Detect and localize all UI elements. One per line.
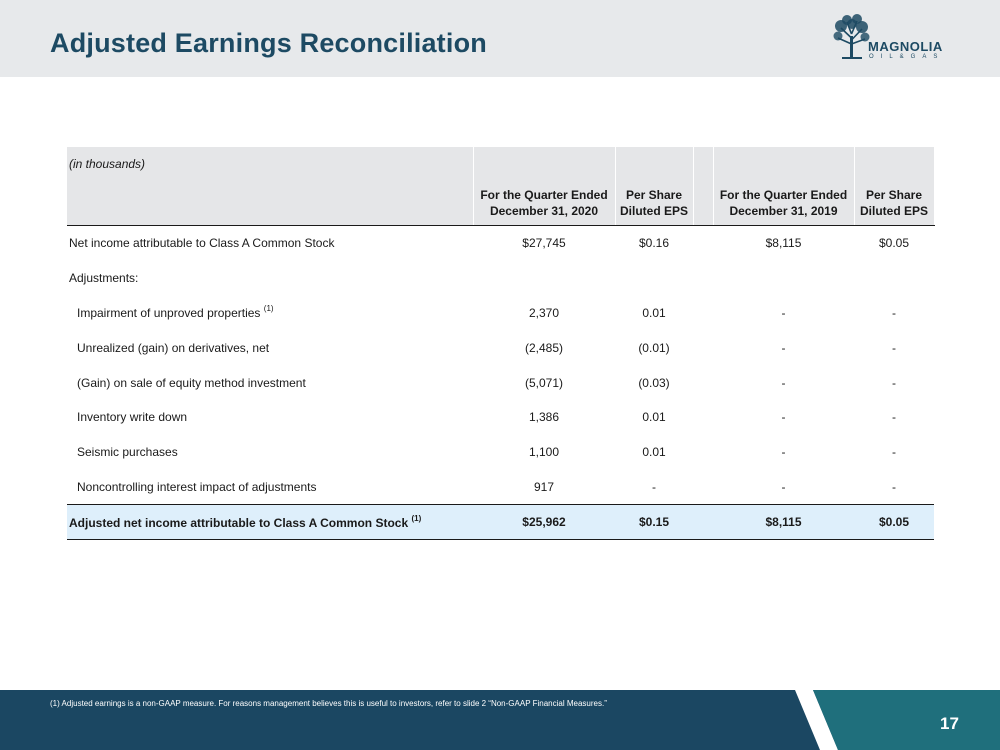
cell: -	[892, 445, 896, 460]
page-number: 17	[940, 714, 959, 733]
reconciliation-table	[67, 147, 935, 540]
cell: 0.01	[642, 305, 666, 320]
logo-wordmark: MAGNOLIA	[868, 39, 943, 54]
cell: -	[892, 410, 896, 425]
cell: $0.05	[854, 505, 934, 540]
cell: -	[781, 479, 786, 494]
row-label: Unrealized (gain) on derivatives, net	[77, 340, 270, 355]
cell: -	[781, 445, 786, 460]
total-row	[67, 505, 934, 540]
table-row	[67, 261, 934, 296]
cell: -	[892, 375, 896, 390]
cell: -	[652, 479, 656, 494]
cell: $8,115	[713, 505, 854, 540]
column-header: For the Quarter Ended December 31, 2020	[473, 181, 615, 226]
table-row	[67, 226, 934, 261]
row-label: Adjustments:	[69, 271, 139, 286]
row-label: Net income attributable to Class A Common Stock	[69, 236, 335, 251]
cell: $8,115	[765, 236, 802, 251]
row-label: Noncontrolling interest impact of adjustments	[77, 479, 317, 494]
row-label: Seismic purchases	[77, 445, 178, 460]
cell: $0.05	[878, 236, 910, 251]
table-row	[67, 365, 934, 400]
cell: $25,962	[473, 505, 615, 540]
slide-title: Adjusted Earnings Reconciliation	[50, 28, 487, 58]
footnote: (1) Adjusted earnings is a non-GAAP measure. For reasons management believes this is useful to investors, refer to slide 2 “Non-GAAP Financial Measures.”	[50, 699, 607, 708]
cell: $27,745	[522, 236, 566, 251]
table-row	[67, 400, 934, 435]
cell: -	[892, 305, 896, 320]
company-logo	[832, 14, 972, 66]
cell: 1,100	[528, 445, 560, 460]
cell: 0.01	[642, 410, 666, 425]
cell: -	[781, 410, 786, 425]
column-header-row	[67, 181, 934, 226]
cell: 0.01	[642, 445, 666, 460]
cell: (2,485)	[524, 340, 564, 355]
row-label: Inventory write down	[77, 410, 188, 425]
units-note: (in thousands)	[67, 147, 473, 181]
units-row	[67, 147, 934, 181]
table-row	[67, 330, 934, 365]
cell: -	[892, 479, 896, 494]
slide-footer	[0, 690, 1000, 750]
column-header: For the Quarter Ended December 31, 2019	[713, 181, 854, 226]
footnote-ref: (1)	[263, 304, 274, 314]
cell: -	[781, 305, 786, 320]
footnote-ref: (1)	[411, 513, 422, 523]
table-row	[67, 435, 934, 470]
table-row	[67, 296, 934, 331]
cell: $0.16	[638, 236, 670, 251]
cell: (0.01)	[638, 340, 670, 355]
row-label: (Gain) on sale of equity method investment	[77, 375, 306, 390]
cell: -	[781, 375, 786, 390]
cell: 917	[533, 479, 555, 494]
row-label: Impairment of unproved properties $^{(1)}$	[77, 304, 274, 321]
cell: -	[892, 340, 896, 355]
cell: -	[781, 340, 786, 355]
slide-header	[0, 0, 1000, 77]
cell: (0.03)	[638, 375, 670, 390]
logo-subtitle: OIL&GAS	[869, 54, 945, 60]
column-header: Per Share Diluted EPS	[615, 181, 693, 226]
cell: $0.15	[615, 505, 693, 540]
cell: 1,386	[528, 410, 560, 425]
tree-icon	[832, 14, 872, 60]
row-label: Adjusted net income attributable to Class A Common Stock $^{(1)}$	[67, 505, 473, 540]
table-row	[67, 470, 934, 505]
cell: 2,370	[528, 305, 560, 320]
cell: (5,071)	[524, 375, 564, 390]
column-header: Per Share Diluted EPS	[854, 181, 934, 226]
